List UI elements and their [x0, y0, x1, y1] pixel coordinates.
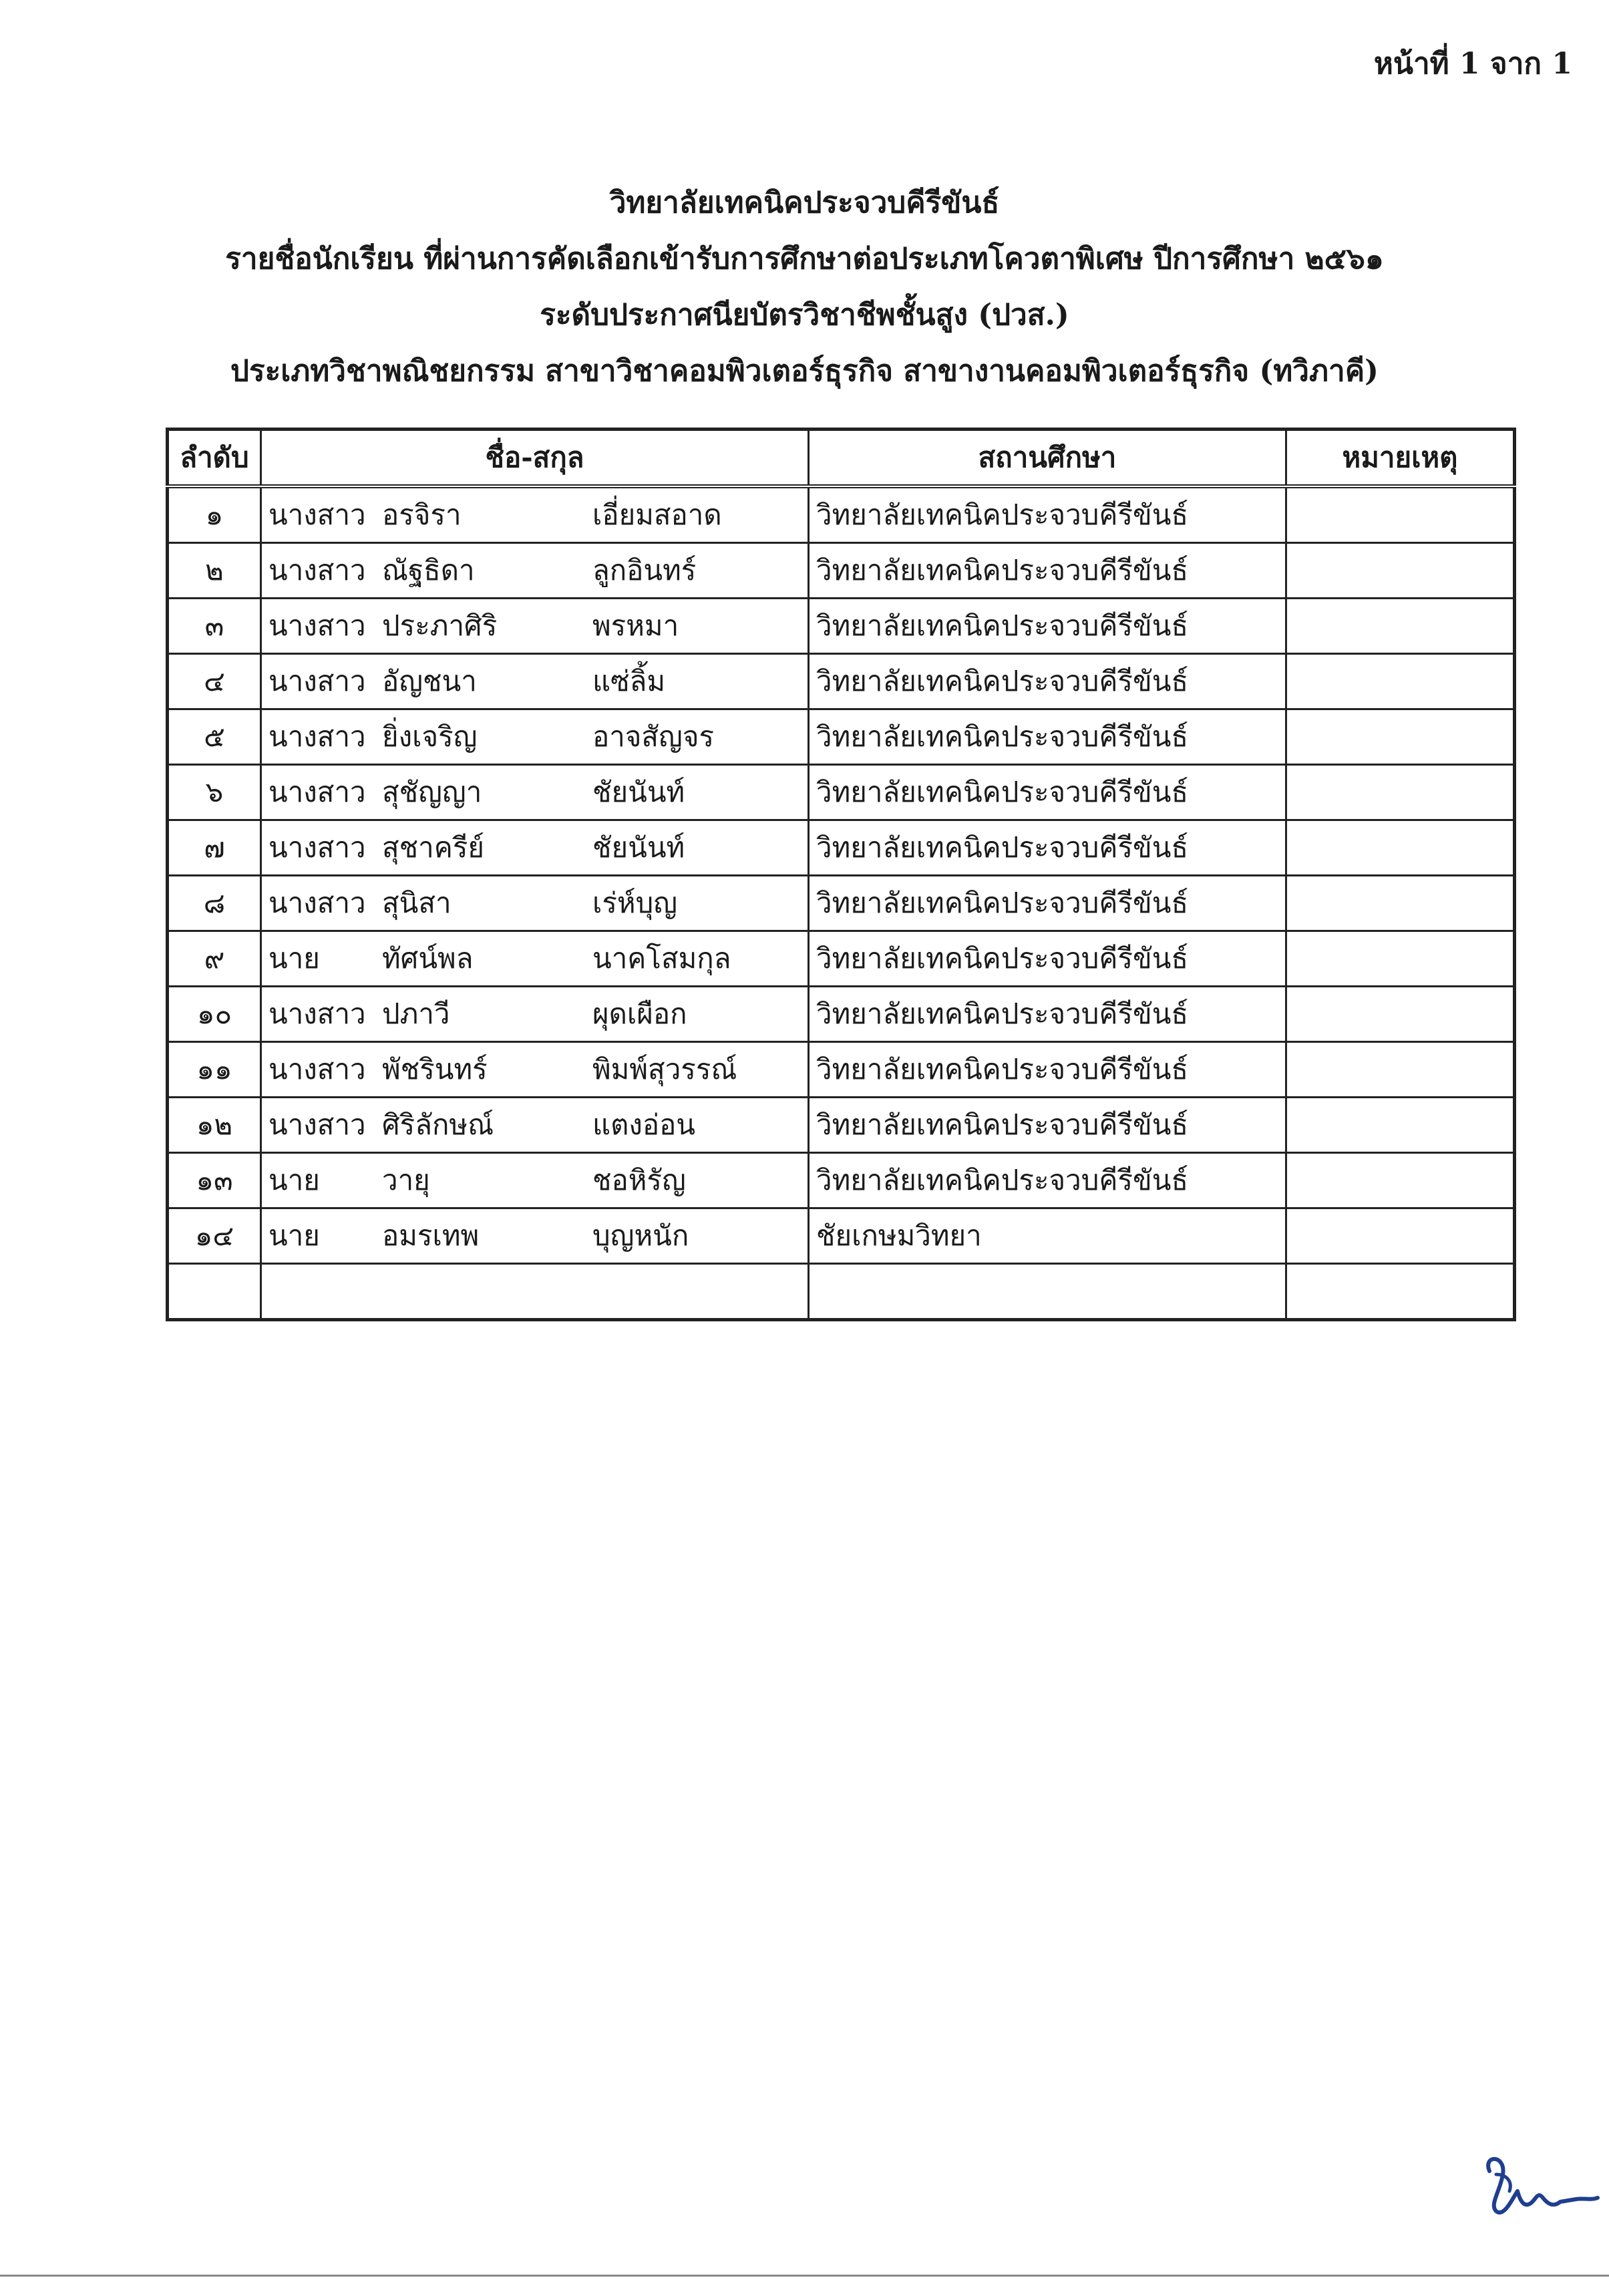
signature-image: [1476, 2151, 1603, 2225]
school-cell: วิทยาลัยเทคนิคประจวบคีรีขันธ์: [809, 599, 1286, 654]
first-name: อรจิรา: [382, 498, 462, 531]
name-title: นางสาว: [269, 720, 366, 753]
table-row: [168, 654, 1515, 709]
school-cell: ชัยเกษมวิทยา: [809, 1208, 1286, 1264]
last-name: แตงอ่อน: [592, 1108, 696, 1141]
table-row: [168, 876, 1515, 931]
last-name: ผุดเผือก: [592, 997, 687, 1030]
name-title: นางสาว: [269, 665, 366, 697]
row-number: ๑๔: [168, 1208, 261, 1264]
table-row: [168, 1098, 1515, 1153]
school-cell: วิทยาลัยเทคนิคประจวบคีรีขันธ์: [809, 1098, 1286, 1153]
first-name: ประภาศิริ: [382, 609, 498, 642]
row-number: ๒: [168, 543, 261, 599]
row-number: ๑๒: [168, 1098, 261, 1153]
name-title: นางสาว: [269, 1108, 366, 1141]
name-title: นางสาว: [269, 831, 366, 864]
note-cell: [1286, 1264, 1515, 1320]
name-title: นางสาว: [269, 1053, 366, 1086]
first-name: ทัศน์พล: [382, 942, 474, 975]
note-cell: [1286, 1208, 1515, 1264]
row-number: ๑๓: [168, 1153, 261, 1208]
table-row: [168, 599, 1515, 654]
student-name-cell: [261, 1264, 809, 1320]
student-name-cell: [261, 709, 809, 765]
student-name-cell: [261, 599, 809, 654]
last-name: เอี่ยมสอาด: [592, 498, 722, 531]
row-number: ๓: [168, 599, 261, 654]
school-cell: วิทยาลัยเทคนิคประจวบคีรีขันธ์: [809, 876, 1286, 931]
first-name: สุชาครีย์: [382, 831, 484, 864]
school-cell: วิทยาลัยเทคนิคประจวบคีรีขันธ์: [809, 1153, 1286, 1208]
row-number: ๗: [168, 820, 261, 876]
column-header-school: สถานศึกษา: [809, 430, 1286, 487]
student-name-cell: [261, 765, 809, 820]
student-name-cell: [261, 876, 809, 931]
note-cell: [1286, 1153, 1515, 1208]
first-name: สุชัญญา: [382, 776, 482, 808]
student-name-cell: [261, 987, 809, 1042]
row-number: ๙: [168, 931, 261, 987]
name-title: นางสาว: [269, 886, 366, 919]
name-title: นาย: [269, 1219, 320, 1252]
table-row: [168, 709, 1515, 765]
table-row: [168, 1153, 1515, 1208]
document-title: วิทยาลัยเทคนิคประจวบคีรีขันธ์: [609, 186, 1000, 220]
name-title: นางสาว: [269, 997, 366, 1030]
first-name: ปภาวี: [382, 997, 450, 1030]
note-cell: [1286, 876, 1515, 931]
first-name: พัชรินทร์: [382, 1053, 488, 1086]
first-name: ณัฐธิดา: [382, 554, 475, 587]
table-header-row: [168, 430, 1515, 487]
note-cell: [1286, 1042, 1515, 1098]
student-name-cell: [261, 1208, 809, 1264]
row-number: ๑๐: [168, 987, 261, 1042]
student-name-cell: [261, 543, 809, 599]
name-title: นางสาว: [269, 609, 366, 642]
school-cell: [809, 1264, 1286, 1320]
first-name: อมรเทพ: [382, 1219, 480, 1252]
note-cell: [1286, 709, 1515, 765]
last-name: อาจสัญจร: [592, 720, 715, 753]
table-row: [168, 987, 1515, 1042]
student-name-cell: [261, 820, 809, 876]
column-header-name: ชื่อ-สกุล: [261, 430, 809, 487]
first-name: วายุ: [382, 1164, 430, 1196]
column-header-note: หมายเหตุ: [1286, 430, 1515, 487]
row-number: ๘: [168, 876, 261, 931]
school-cell: วิทยาลัยเทคนิคประจวบคีรีขันธ์: [809, 765, 1286, 820]
last-name: นาคโสมกุล: [592, 942, 731, 975]
school-cell: วิทยาลัยเทคนิคประจวบคีรีขันธ์: [809, 931, 1286, 987]
student-list-table: [166, 428, 1516, 1321]
note-cell: [1286, 987, 1515, 1042]
name-title: นางสาว: [269, 776, 366, 808]
school-cell: วิทยาลัยเทคนิคประจวบคีรีขันธ์: [809, 987, 1286, 1042]
table-row: [168, 486, 1515, 543]
student-name-cell: [261, 1098, 809, 1153]
last-name: พิมพ์สุวรรณ์: [592, 1053, 737, 1086]
note-cell: [1286, 654, 1515, 709]
name-title: นาย: [269, 942, 320, 975]
student-name-cell: [261, 1042, 809, 1098]
note-cell: [1286, 486, 1515, 543]
first-name: ศิริลักษณ์: [382, 1108, 494, 1141]
table-row: [168, 931, 1515, 987]
first-name: ยิ่งเจริญ: [382, 720, 478, 753]
table-row: [168, 1208, 1515, 1264]
school-cell: วิทยาลัยเทคนิคประจวบคีรีขันธ์: [809, 1042, 1286, 1098]
document-subtitle: รายชื่อนักเรียน ที่ผ่านการคัดเลือกเข้ารับการศึกษาต่อประเภทโควตาพิเศษ ปีการศึกษา ๒๕๖๑: [225, 242, 1384, 276]
row-number: ๖: [168, 765, 261, 820]
student-name-cell: [261, 1153, 809, 1208]
row-number: [168, 1264, 261, 1320]
last-name: พรหมา: [592, 609, 679, 642]
row-number: ๑: [168, 486, 261, 543]
note-cell: [1286, 1098, 1515, 1153]
first-name: อัญชนา: [382, 665, 477, 697]
page-bottom-rule: [0, 2275, 1609, 2277]
note-cell: [1286, 820, 1515, 876]
note-cell: [1286, 599, 1515, 654]
program-description: ประเภทวิชาพณิชยกรรม สาขาวิชาคอมพิวเตอร์ธุรกิจ สาขางานคอมพิวเตอร์ธุรกิจ (ทวิภาคี): [230, 354, 1379, 388]
name-title: นาย: [269, 1164, 320, 1196]
note-cell: [1286, 765, 1515, 820]
last-name: ลูกอินทร์: [592, 554, 697, 587]
note-cell: [1286, 543, 1515, 599]
table-row: [168, 1042, 1515, 1098]
row-number: ๕: [168, 709, 261, 765]
school-cell: วิทยาลัยเทคนิคประจวบคีรีขันธ์: [809, 654, 1286, 709]
student-name-cell: [261, 654, 809, 709]
name-title: นางสาว: [269, 498, 366, 531]
page-number: หน้าที่ 1 จาก 1: [1373, 47, 1572, 81]
first-name: สุนิสา: [382, 886, 452, 919]
table-row: [168, 543, 1515, 599]
table-row: [168, 820, 1515, 876]
school-cell: วิทยาลัยเทคนิคประจวบคีรีขันธ์: [809, 543, 1286, 599]
last-name: เร่ห์บุญ: [592, 886, 678, 919]
last-name: บุญหนัก: [592, 1219, 689, 1252]
student-name-cell: [261, 931, 809, 987]
row-number: ๑๑: [168, 1042, 261, 1098]
last-name: ชอหิรัญ: [592, 1164, 686, 1196]
note-cell: [1286, 931, 1515, 987]
school-cell: วิทยาลัยเทคนิคประจวบคีรีขันธ์: [809, 709, 1286, 765]
column-header-no: ลำดับ: [168, 430, 261, 487]
last-name: แซ่ลิ้ม: [592, 665, 665, 697]
name-title: นางสาว: [269, 554, 366, 587]
table-row: [168, 1264, 1515, 1320]
student-name-cell: [261, 486, 809, 543]
row-number: ๔: [168, 654, 261, 709]
table-row: [168, 765, 1515, 820]
school-cell: วิทยาลัยเทคนิคประจวบคีรีขันธ์: [809, 820, 1286, 876]
education-level: ระดับประกาศนียบัตรวิชาชีพชั้นสูง (ปวส.): [540, 298, 1069, 332]
last-name: ชัยนันท์: [592, 776, 685, 808]
last-name: ชัยนันท์: [592, 831, 685, 864]
school-cell: วิทยาลัยเทคนิคประจวบคีรีขันธ์: [809, 486, 1286, 543]
